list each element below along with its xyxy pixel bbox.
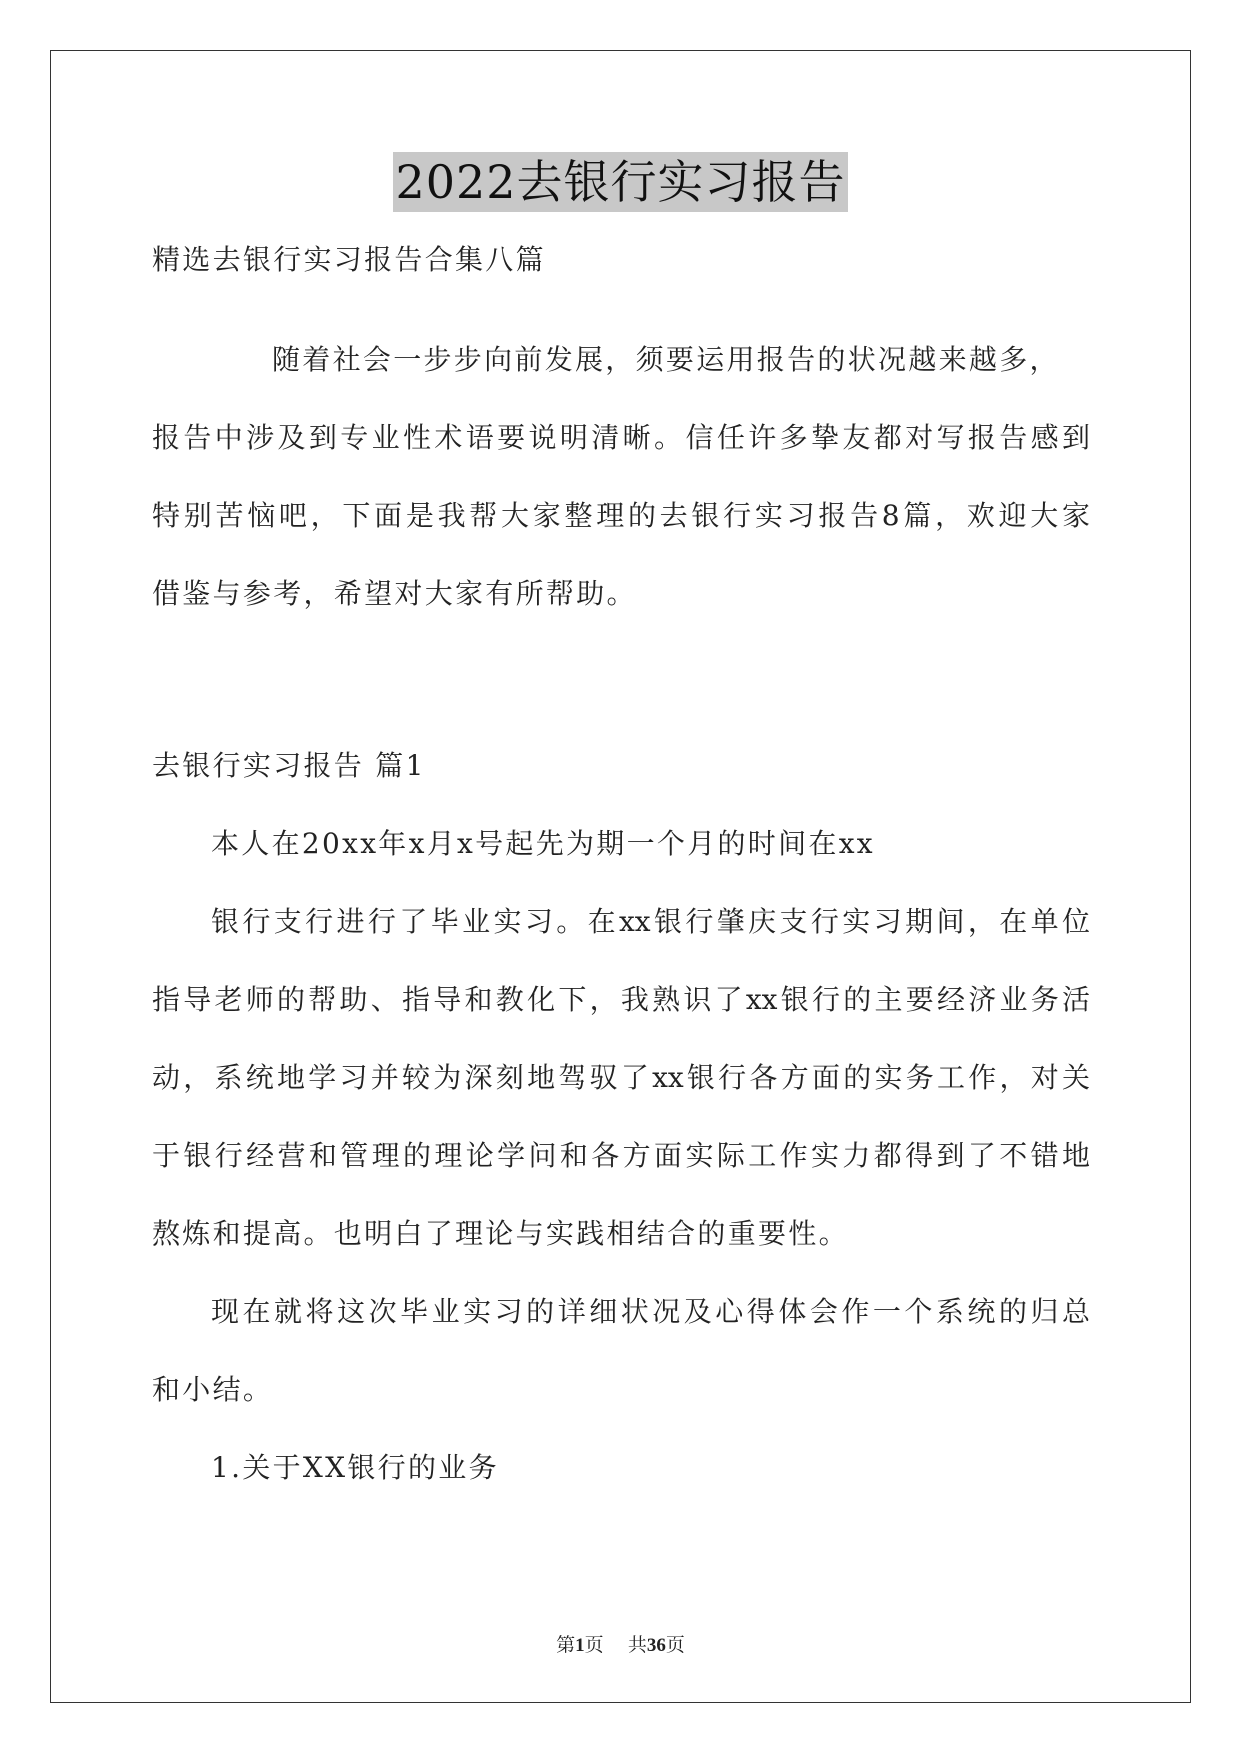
footer-page-number: 1 <box>575 1635 585 1656</box>
document-title: 2022去银行实习报告 <box>393 152 847 212</box>
body-line-4: 动，系统地学习并较为深刻地驾驭了xx银行各方面的实务工作，对关 <box>152 1061 1090 1094</box>
section-heading: 去银行实习报告 篇1 <box>152 749 426 782</box>
intro-line-3: 特别苦恼吧，下面是我帮大家整理的去银行实习报告8篇，欢迎大家 <box>152 499 1090 532</box>
footer-total-suffix: 页 <box>665 1634 685 1656</box>
body-line-3: 指导老师的帮助、指导和教化下，我熟识了xx银行的主要经济业务活 <box>152 983 1090 1016</box>
body-line-2: 银行支行进行了毕业实习。在xx银行肇庆支行实习期间，在单位 <box>211 905 1090 938</box>
body-line-6: 熬炼和提高。也明白了理论与实践相结合的重要性。 <box>152 1217 849 1250</box>
body-line-9: 1.关于XX银行的业务 <box>211 1451 499 1484</box>
footer-total-pages: 36 <box>646 1635 666 1656</box>
footer-page-suffix: 页 <box>584 1634 604 1656</box>
body-line-5: 于银行经营和管理的理论学问和各方面实际工作实力都得到了不错地 <box>152 1139 1090 1172</box>
body-line-1: 本人在20xx年x月x号起先为期一个月的时间在xx <box>211 827 875 860</box>
page-footer <box>0 1630 1241 1657</box>
footer-prefix: 第 <box>556 1634 576 1656</box>
document-subtitle: 精选去银行实习报告合集八篇 <box>152 243 546 276</box>
intro-line-4: 借鉴与参考，希望对大家有所帮助。 <box>152 577 637 610</box>
body-line-8: 和小结。 <box>152 1373 274 1406</box>
title-container <box>0 152 1241 212</box>
intro-line-2: 报告中涉及到专业性术语要说明清晰。信任许多挚友都对写报告感到 <box>152 421 1090 454</box>
body-line-7: 现在就将这次毕业实习的详细状况及心得体会作一个系统的归总 <box>211 1295 1090 1328</box>
footer-total-prefix: 共 <box>627 1634 647 1656</box>
intro-line-1: 随着社会一步步向前发展，须要运用报告的状况越来越多， <box>272 343 1060 376</box>
